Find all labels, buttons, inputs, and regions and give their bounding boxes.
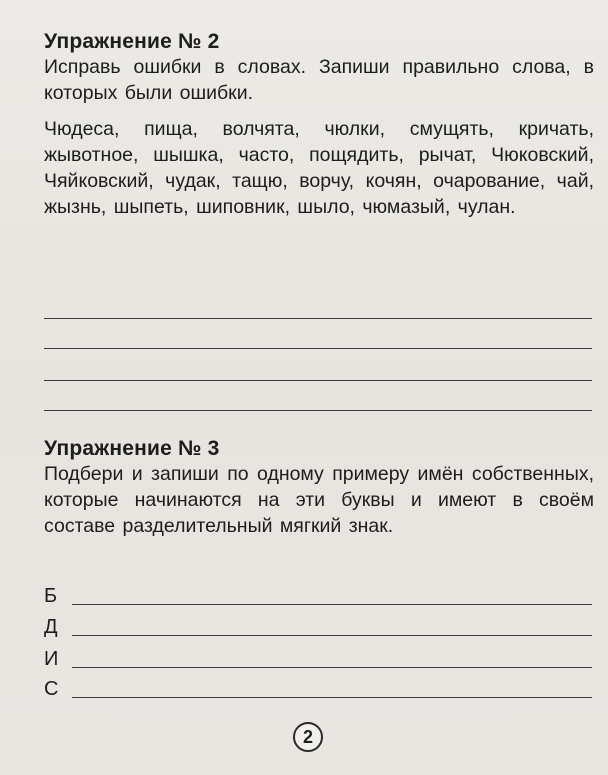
exercise-2	[44, 30, 594, 220]
exercise-3-instruction: Подбери и запиши по одному примеру имён собственных, которые начинаются на эти буквы и имеют в своём составе разделительный мягкий знак.	[44, 463, 594, 537]
answer-line-2[interactable]	[44, 348, 592, 349]
letter-label: Б	[44, 585, 58, 607]
answer-line-3[interactable]	[44, 380, 592, 381]
answer-line-4[interactable]	[44, 410, 592, 411]
letter-label: С	[44, 678, 59, 700]
letter-label: Д	[44, 616, 58, 638]
exercise-2-word-list: Чюдеса, пища, волчята, чюлки, смущять, кричать, жывотное, шышка, часто, пощядить, рычат, Чюковский, Чяйковский, чудак, тащю, ворчу, кочян, очарование, чай, жызнь, шыпеть, шиповник, шыло, чюмазый, чулан.	[44, 118, 594, 218]
letter-answer-line[interactable]	[72, 604, 592, 605]
letter-row-d[interactable]	[44, 611, 592, 639]
letter-answer-line[interactable]	[72, 697, 592, 698]
exercise-3	[44, 437, 594, 539]
letter-row-s[interactable]	[44, 673, 592, 701]
exercise-2-title: Упражнение № 2	[44, 30, 220, 53]
exercise-2-instruction: Исправь ошибки в словах. Запиши правильно слова, в которых были ошибки.	[44, 56, 594, 104]
answer-line-1[interactable]	[44, 318, 592, 319]
letter-answer-line[interactable]	[72, 635, 592, 636]
page-number: 2	[293, 722, 323, 752]
letter-row-b[interactable]	[44, 580, 592, 608]
exercise-3-title: Упражнение № 3	[44, 437, 220, 460]
letter-answer-line[interactable]	[72, 667, 592, 668]
letter-label: И	[44, 648, 59, 670]
letter-row-i[interactable]	[44, 643, 592, 671]
